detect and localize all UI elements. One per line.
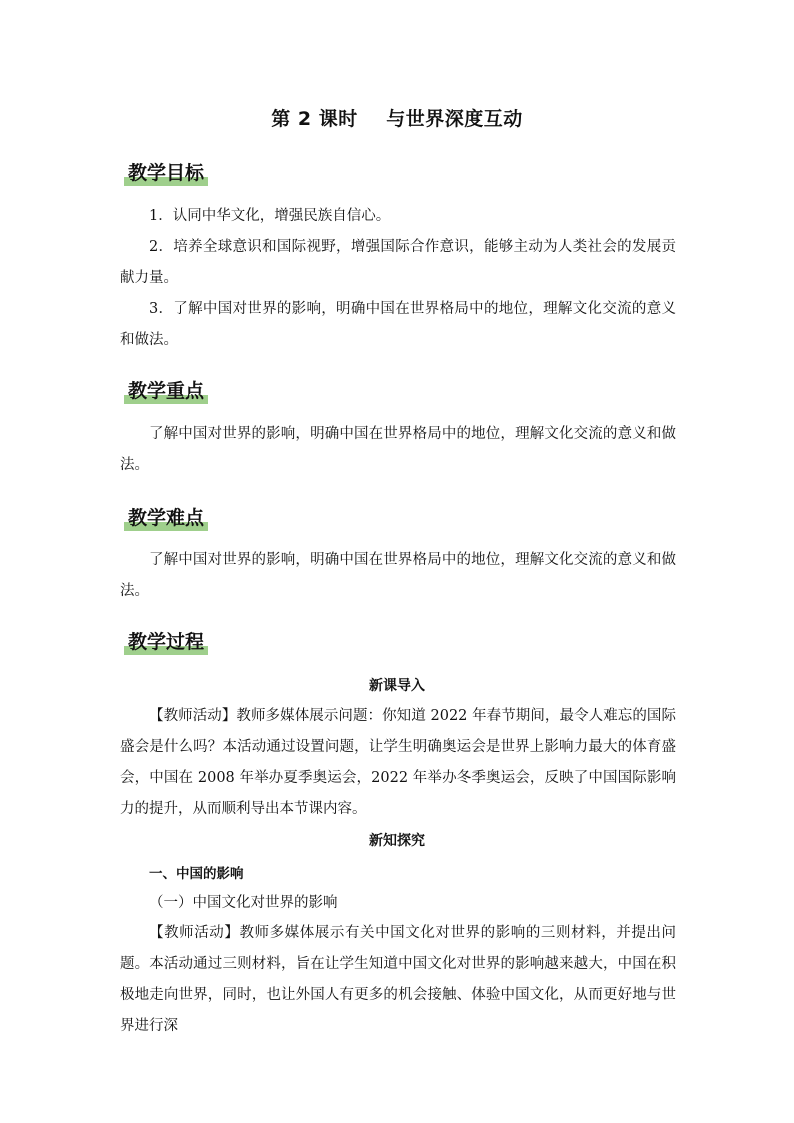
difficulties-text: 了解中国对世界的影响，明确中国在世界格局中的地位，理解文化交流的意义和做法。	[120, 552, 676, 599]
goal-item-1: 1．认同中华文化，增强民族自信心。	[149, 208, 391, 224]
goal-item-3: 3．了解中国对世界的影响，明确中国在世界格局中的地位，理解文化交流的意义和做法。	[120, 301, 676, 348]
intro-text: 【教师活动】教师多媒体展示问题：你知道 2022 年春节期间，最令人难忘的国际盛会是什么吗？本活动通过设置问题，让学生明确奥运会是世界上影响力最大的体育盛会，中国在 2008 年举办夏季奥运会，2022 年举办冬季奥运会，反映了中国国际影响力的提升，从而顺利导出本节课内容。	[120, 708, 676, 817]
key-points-text: 了解中国对世界的影响，明确中国在世界格局中的地位，理解文化交流的意义和做法。	[120, 426, 676, 473]
intro-title: 新课导入	[369, 678, 425, 694]
explore-title: 新知探究	[369, 833, 425, 849]
section-heading-difficulties: 教学难点	[124, 505, 208, 531]
goal-item-2: 2．培养全球意识和国际视野，增强国际合作意识，能够主动为人类社会的发展贡献力量。	[120, 239, 676, 286]
section-heading-goals: 教学目标	[124, 160, 208, 186]
section-heading-key-points: 教学重点	[124, 378, 208, 404]
part1-text: 【教师活动】教师多媒体展示有关中国文化对世界的影响的三则材料，并提出问题。本活动通过三则材料，旨在让学生知道中国文化对世界的影响越来越大，中国在积极地走向世界，同时，也让外国人有更多的机会接触、体验中国文化，从而更好地与世界进行深	[120, 925, 676, 1034]
part1-heading: 一、中国的影响	[149, 866, 244, 882]
section-heading-process: 教学过程	[124, 629, 208, 655]
part1-subheading: （一）中国文化对世界的影响	[149, 895, 338, 911]
page-title: 第 2 课时 与世界深度互动	[271, 108, 523, 130]
